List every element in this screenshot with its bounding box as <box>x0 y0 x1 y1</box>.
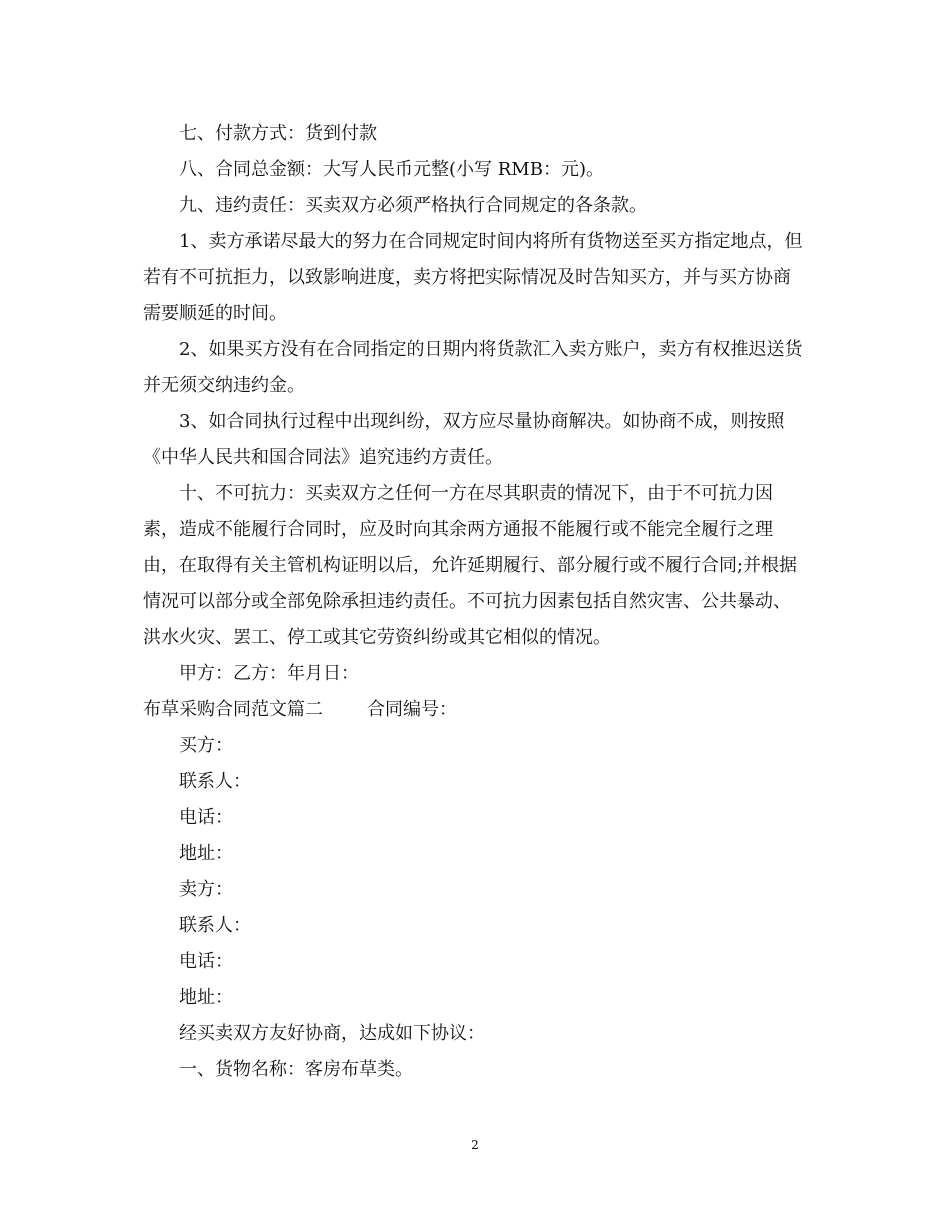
clause-payment-method: 七、付款方式：货到付款 <box>179 123 377 144</box>
field-buyer-address: 地址： <box>179 843 233 864</box>
field-seller: 卖方： <box>179 879 233 900</box>
section-title-line <box>143 692 807 728</box>
section-title: 布草采购合同范文篇二 <box>143 699 323 720</box>
page-number: 2 <box>471 1138 479 1152</box>
clause-breach-liability: 九、违约责任：买卖双方必须严格执行合同规定的各条款。 <box>179 195 647 216</box>
clause-total-amount: 八、合同总金额：大写人民币元整(小写 RMB：元)。 <box>179 159 604 180</box>
document-body <box>143 116 807 1088</box>
field-buyer: 买方： <box>179 735 233 756</box>
field-buyer-contact: 联系人： <box>179 771 251 792</box>
field-seller-phone: 电话： <box>179 951 233 972</box>
field-seller-address: 地址： <box>179 987 233 1008</box>
clause-breach-item-3: 3、如合同执行过程中出现纠纷，双方应尽量协商解决。如协商不成，则按照《中华人民共和国合同法》追究违约方责任。 <box>143 411 785 468</box>
clause-breach-item-1: 1、卖方承诺尽最大的努力在合同规定时间内将所有货物送至买方指定地点，但若有不可抗拒力，以致影响进度，卖方将把实际情况及时告知买方，并与买方协商需要顺延的时间。 <box>143 231 803 324</box>
clause-goods-name: 一、货物名称：客房布草类。 <box>179 1059 413 1080</box>
clause-breach-item-2: 2、如果买方没有在合同指定的日期内将货款汇入卖方账户，卖方有权推迟送货并无须交纳违约金。 <box>143 339 803 396</box>
agreement-intro: 经买卖双方友好协商，达成如下协议： <box>179 1023 485 1044</box>
field-seller-contact: 联系人： <box>179 915 251 936</box>
field-buyer-phone: 电话： <box>179 807 233 828</box>
signature-line: 甲方：乙方：年月日： <box>179 663 359 684</box>
contract-number-label: 合同编号： <box>367 699 457 720</box>
clause-force-majeure: 十、不可抗力：买卖双方之任何一方在尽其职责的情况下，由于不可抗力因素，造成不能履行合同时，应及时向其余两方通报不能履行或不能完全履行之理由，在取得有关主管机构证明以后，允许延期履行、部分履行或不履行合同;并根据情况可以部分或全部免除承担违约责任。不可抗力因素包括自然灾害、公共暴动、洪水火灾、罢工、停工或其它劳资纠纷或其它相似的情况。 <box>143 483 798 648</box>
